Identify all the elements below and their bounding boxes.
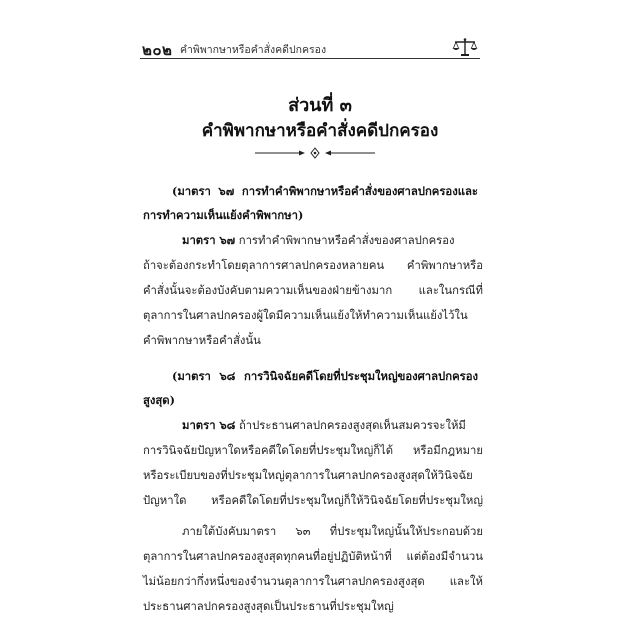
section-68-paragraph-line-3: หรือระเบียบของที่ประชุมใหญ่ตุลาการในศาลปกครองสูงสุดให้วินิจฉัย: [143, 469, 473, 482]
section-68-heading-line-1: (มาตรา ๖๘ การวินิจฉัยคดีโดยที่ประชุมใหญ่ของศาลปกครอง: [172, 369, 478, 383]
section-67-paragraph-line-2: ถ้าจะต้องกระทำโดยตุลาการศาลปกครองหลายคน คำพิพากษาหรือ: [143, 259, 483, 272]
section-67-paragraph-line-5: คำพิพากษาหรือคำสั่งนั้น: [143, 334, 261, 347]
section-68-paragraph-2-line-2: ตุลาการในศาลปกครองสูงสุดทุกคนที่อยู่ปฏิบัติหน้าที่ แต่ต้องมีจำนวน: [143, 550, 483, 563]
section-68-paragraph-2-line-1: ภายใต้บังคับมาตรา ๖๓ ที่ประชุมใหญ่นั้นให้ประกอบด้วย: [182, 525, 483, 538]
page-number: ๒๐๒: [142, 41, 173, 59]
section-68-paragraph-2-line-3: ไม่น้อยกว่ากึ่งหนึ่งของจำนวนตุลาการในศาลปกครองสูงสุด และให้: [143, 575, 483, 588]
section-68-heading-line-2: สูงสุด): [143, 393, 175, 407]
ornament-divider: [255, 146, 375, 160]
running-title: คำพิพากษาหรือคำสั่งคดีปกครอง: [180, 44, 327, 56]
part-number-heading: ส่วนที่ ๓: [288, 95, 352, 116]
section-68-text-1: ถ้าประธานศาลปกครองสูงสุดเห็นสมควรจะให้มี: [238, 419, 466, 432]
part-title-heading: คำพิพากษาหรือคำสั่งคดีปกครอง: [201, 121, 439, 141]
section-67-paragraph-line-1: [182, 231, 483, 249]
section-68-paragraph-line-2: การวินิจฉัยปัญหาใดหรือคดีใดโดยที่ประชุมใหญ่ก็ได้ หรือมีกฎหมาย: [143, 444, 483, 457]
page-header: [140, 36, 480, 59]
section-67-label: มาตรา ๖๗: [182, 233, 236, 247]
section-68-label: มาตรา ๖๘: [182, 418, 236, 432]
section-68-paragraph-line-1: [182, 416, 483, 434]
section-67-paragraph-line-3: คำสั่งนั้นจะต้องบังคับตามความเห็นของฝ่ายข้างมาก และในกรณีที่: [143, 284, 483, 297]
scales-of-justice-icon: [452, 37, 478, 57]
section-67-paragraph-line-4: ตุลาการในศาลปกครองผู้ใดมีความเห็นแย้งให้ทำความเห็นแย้งไว้ใน: [143, 309, 468, 322]
section-68-paragraph-line-4: ปัญหาใด หรือคดีใดโดยที่ประชุมใหญ่ก็ให้วินิจฉัยโดยที่ประชุมใหญ่: [143, 494, 483, 507]
section-67-heading-line-2: การทำความเห็นแย้งคำพิพากษา): [143, 208, 304, 222]
section-67-heading-line-1: (มาตรา ๖๗ การทำคำพิพากษาหรือคำสั่งของศาลปกครองและ: [172, 184, 478, 198]
section-67-text-1: การทำคำพิพากษาหรือคำสั่งของศาลปกครอง: [238, 234, 455, 247]
section-68-paragraph-2-line-4: ประธานศาลปกครองสูงสุดเป็นประธานที่ประชุมใหญ่: [143, 600, 394, 613]
